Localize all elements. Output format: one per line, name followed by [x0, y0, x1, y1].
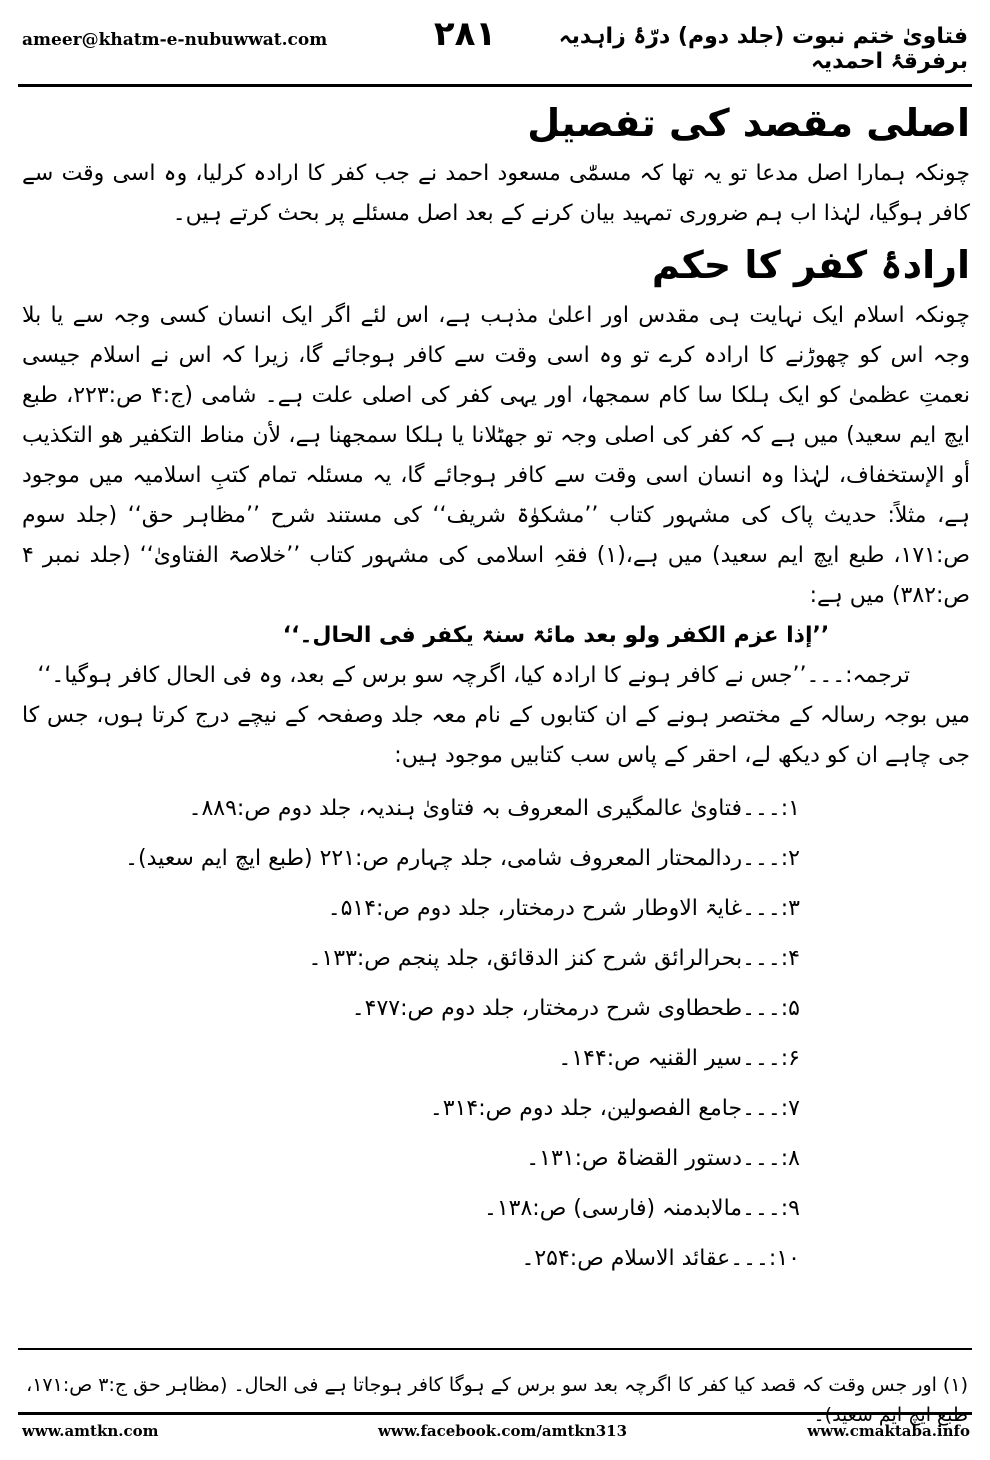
reference-item: ۸:۔۔۔دستور القضاۃ ص:۱۳۱۔ — [526, 1146, 800, 1171]
reference-item: ۱:۔۔۔فتاویٰ عالمگیری المعروف بہ فتاویٰ ہندیہ، جلد دوم ص:۸۸۹۔ — [188, 796, 800, 821]
arabic-quote: ’’إذا عزم الکفر ولو بعد مائۃ سنۃ یکفر فی الحال۔‘‘ — [282, 623, 830, 648]
footer-link-amtkn[interactable]: www.amtkn.com — [22, 1422, 159, 1440]
section-heading-main-purpose: اصلی مقصد کی تفصیل — [527, 101, 970, 145]
reference-item: ۷:۔۔۔جامع الفصولین، جلد دوم ص:۳۱۴۔ — [429, 1096, 800, 1121]
footer-link-facebook[interactable]: www.facebook.com/amtkn313 — [378, 1422, 628, 1440]
footnote-divider — [18, 1348, 972, 1350]
reference-item: ۱۰:۔۔۔عقائد الاسلام ص:۲۵۴۔ — [521, 1246, 800, 1271]
page-number: ۲۸۱ — [433, 14, 497, 54]
reference-item: ۳:۔۔۔غایۃ الاوطار شرح درمختار، جلد دوم ص:۵۱۴۔ — [327, 896, 800, 921]
footnote: (۱) اور جس وقت کہ قصد کیا کفر کا اگرچہ بعد سو برس کے ہوگا کافر ہوجاتا ہے فی الحال۔ (مظاہر حق ج:۳ ص:۱۷۱، طبع ایچ ایم سعید)۔ — [26, 1374, 968, 1426]
page-content — [22, 92, 970, 1284]
reference-item: ۹:۔۔۔مالابدمنہ (فارسی) ص:۱۳۸۔ — [483, 1196, 800, 1221]
reference-list — [22, 784, 970, 1284]
header-divider — [18, 84, 972, 87]
paragraph-intro: چونکہ ہمارا اصل مدعا تو یہ تھا کہ مسمّٰی مسعود احمد نے جب کفر کا ارادہ کرلیا، وہ اسی وقت سے کافر ہوگیا، لہٰذا اب ہم ضروری تمہید بیان کرنے کے بعد اصل مسئلے پر بحث کرتے ہیں۔ — [22, 161, 970, 226]
reference-item: ۶:۔۔۔سیر القنیہ ص:۱۴۴۔ — [558, 1046, 800, 1071]
section-heading-ruling: ارادۂ کفر کا حکم — [651, 243, 970, 287]
footer-divider — [18, 1412, 972, 1415]
header-email[interactable]: ameer@khatm-e-nubuwwat.com — [22, 30, 328, 50]
footer-link-cmaktaba[interactable]: www.cmaktaba.info — [807, 1422, 970, 1440]
page-header — [0, 0, 990, 88]
reference-item: ۲:۔۔۔ردالمحتار المعروف شامی، جلد چہارم ص:۲۲۱ (طبع ایچ ایم سعید)۔ — [125, 846, 800, 871]
reference-item: ۴:۔۔۔بحرالرائق شرح کنز الدقائق، جلد پنجم ص:۱۳۳۔ — [308, 946, 800, 971]
book-title: فتاویٰ ختم نبوت (جلد دوم) درّۂ زاہدیہ برفرقۂ احمدیہ — [558, 24, 968, 74]
reference-item: ۵:۔۔۔طحطاوی شرح درمختار، جلد دوم ص:۴۷۷۔ — [351, 996, 800, 1021]
paragraph-ruling: چونکہ اسلام ایک نہایت ہی مقدس اور اعلیٰ مذہب ہے، اس لئے اگر ایک انسان کسی وجہ سے یا بلا وجہ اس کو چھوڑنے کا ارادہ کرے تو وہ اسی وقت سے کافر ہوجائے گا، زیرا کہ اس نے اسلام جیسی نعمتِ عظمیٰ کو ایک ہلکا سا کام سمجھا، اور یہی کفر کی اصلی علت ہے۔ شامی (ج:۴ ص:۲۲۳، طبع ایچ ایم سعید) میں ہے کہ کفر کی اصلی وجہ تو جھٹلانا یا ہلکا سمجھنا ہے، لأن مناط التکفیر ھو التکذیب أو الإستخفاف، لہٰذا وہ انسان اسی وقت سے کافر ہوجائے گا، یہ مسئلہ تمام کتبِ اسلامیہ میں موجود ہے، مثلاً: حدیث پاک کی مشہور کتاب ’’مشکوٰۃ شریف‘‘ کی مستند شرح ’’مظاہر حق‘‘ (جلد سوم ص:۱۷۱، طبع ایچ ایم سعید) میں ہے،(۱) فقہِ اسلامی کی مشہور کتاب ’’خلاصۃ الفتاویٰ‘‘ (جلد نمبر ۴ ص:۳۸۲) میں ہے: — [22, 303, 971, 608]
quote-translation: ترجمہ:۔۔۔’’جس نے کافر ہونے کا ارادہ کیا، اگرچہ سو برس کے بعد، وہ فی الحال کافر ہوگیا۔‘‘ — [37, 663, 910, 688]
page-footer — [22, 1422, 970, 1446]
paragraph-books-intro: میں بوجہ رسالہ کے مختصر ہونے کے ان کتابوں کے نام معہ جلد وصفحہ کے نیچے درج کرتا ہوں، جس کا جی چاہے ان کو دیکھ لے، احقر کے پاس سب کتابیں موجود ہیں: — [22, 703, 970, 768]
